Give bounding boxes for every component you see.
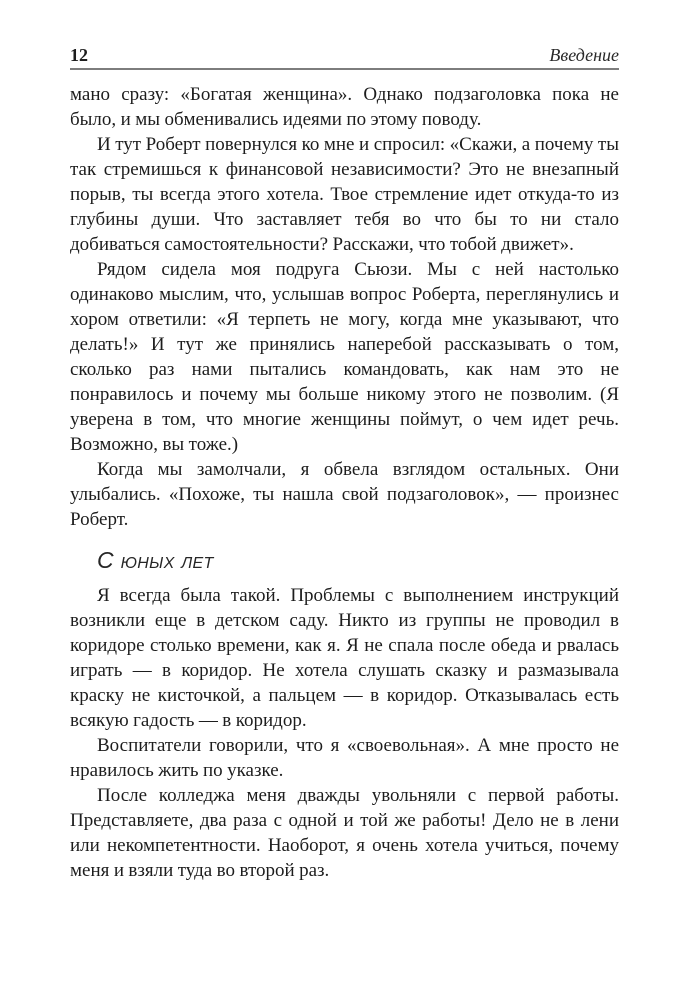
paragraph: Рядом сидела моя подруга Сьюзи. Мы с ней настолько одинаково мыслим, что, услышав вопрос Роберта, переглянулись и хором ответили: «Я терпеть не могу, когда мне указывают, что делать!» И тут же принялись наперебой рассказывать о том, сколько раз нами пытались командовать, как нам это не понравилось и почему мы больше никому этого не позволим. (Я уверена в том, что многие женщины поймут, о чем идет речь. Возможно, вы тоже.) [70,259,619,455]
page-body [70,82,619,883]
page-header [70,45,619,70]
paragraph: После колледжа меня дважды увольняли с первой работы. Представляете, два раза с одной и той же работы! Дело не в лени или некомпетентности. Наоборот, я очень хотела учиться, почему меня и взяли туда во второй раз. [70,785,619,881]
paragraph: Я всегда была такой. Проблемы с выполнением инструкций возникли еще в детском саду. Никто из группы не проводил в коридоре столько времени, как я. Я не спала после обеда и рвалась играть — в коридор. Не хотела слушать сказку и размазывала краску не кисточкой, а пальцем — в коридор. Отказывалась есть всякую гадость — в коридор. [70,585,619,731]
running-title: Введение [549,45,619,65]
paragraph: Воспитатели говорили, что я «своевольная». А мне просто не нравилось жить по указке. [70,735,619,781]
paragraph-continuation: мано сразу: «Богатая женщина». Однако подзаголовка пока не было, и мы обменивались идеями по этому поводу. [70,84,619,130]
paragraph: И тут Роберт повернулся ко мне и спросил: «Скажи, а почему ты так стремишься к финансовой независимости? Это не внезапный порыв, ты всегда этого хотела. Твое стремление идет откуда-то из глубины души. Что заставляет тебя во что бы то ни стало добиваться самостоятельности? Расскажи, что тобой движет». [70,134,619,255]
page-number: 12 [70,45,88,65]
paragraph: Когда мы замолчали, я обвела взглядом остальных. Они улыбались. «Похоже, ты нашла свой подзаголовок», — произнес Роберт. [70,459,619,530]
section-heading: С юных лет [97,547,214,573]
